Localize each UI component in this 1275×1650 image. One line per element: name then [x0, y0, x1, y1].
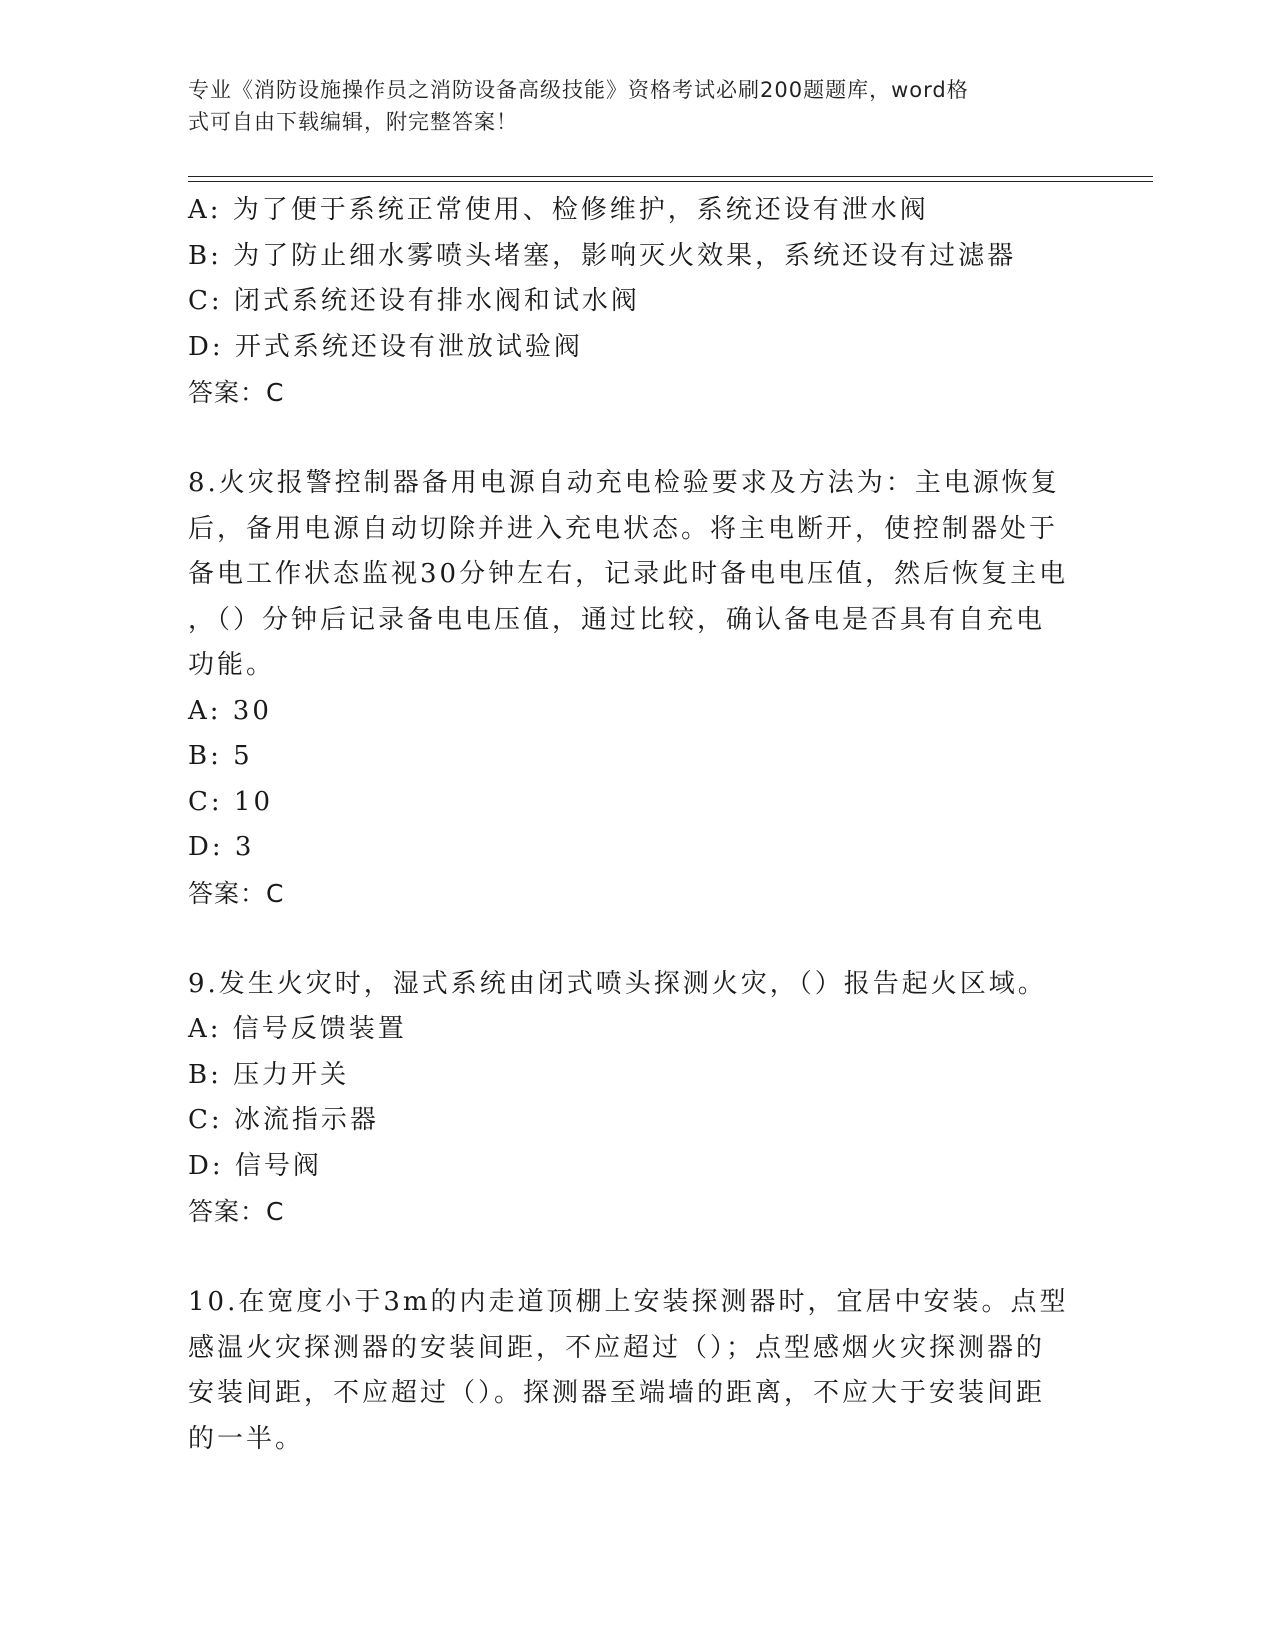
option-a: A: 为了便于系统正常使用、检修维护，系统还设有泄水阀: [188, 195, 929, 225]
header-rule-bottom: [188, 181, 1153, 182]
question-text-line: 10.在宽度小于3m的内走道顶棚上安装探测器时，宜居中安装。点型: [188, 1287, 1069, 1317]
document-header: [188, 74, 1068, 138]
option-b: B: 压力开关: [188, 1059, 350, 1090]
question-text-line: ，（）分钟后记录备电电压值，通过比较，确认备电是否具有自充电: [188, 604, 1046, 635]
option-a: A: 30: [188, 695, 272, 726]
question-text-line: 后，备用电源自动切除并进入充电状态。将主电断开，使控制器处于: [188, 513, 1059, 544]
question-content: [188, 188, 1088, 1462]
option-d: D: 开式系统还设有泄放试验阀: [188, 331, 583, 362]
question-text-line: 9.发生火灾时，湿式系统由闭式喷头探测火灾，（）报告起火区域。: [188, 968, 1047, 999]
question-7: [188, 188, 1088, 416]
question-text-line: 功能。: [188, 650, 276, 680]
option-c: C: 闭式系统还设有排水阀和试水阀: [188, 286, 640, 316]
question-text-line: 的一半。: [188, 1423, 305, 1454]
question-text-line: 8.火灾报警控制器备用电源自动充电检验要求及方法为：主电源恢复: [188, 468, 1060, 498]
option-d: D: 信号阀: [188, 1150, 322, 1181]
question-8: [188, 461, 1088, 916]
question-text-line: 感温火灾探测器的安装间距，不应超过（）；点型感烟火灾探测器的: [188, 1332, 1046, 1363]
question-9: [188, 962, 1088, 1235]
header-rule-top: [188, 176, 1153, 177]
answer: 答案：C: [188, 878, 285, 908]
option-a: A: 信号反馈装置: [188, 1014, 407, 1044]
option-b: B: 为了防止细水雾喷头堵塞，影响灭火效果，系统还设有过滤器: [188, 240, 1017, 271]
option-d: D: 3: [188, 832, 255, 862]
answer: 答案：C: [188, 378, 285, 407]
option-c: C: 10: [188, 786, 274, 817]
header-line-2: 式可自由下载编辑，附完整答案！: [188, 110, 518, 134]
option-b: B: 5: [188, 741, 253, 771]
question-text-line: 备电工作状态监视30分钟左右，记录此时备电电压值，然后恢复主电: [188, 559, 1069, 589]
question-10: [188, 1280, 1088, 1462]
option-c: C: 冰流指示器: [188, 1105, 379, 1135]
answer: 答案：C: [188, 1197, 285, 1226]
header-line-1: 专业《消防设施操作员之消防设备高级技能》资格考试必刷200题题库，word格: [188, 78, 969, 102]
question-text-line: 安装间距，不应超过（）。探测器至端墙的距离，不应大于安装间距: [188, 1378, 1046, 1408]
